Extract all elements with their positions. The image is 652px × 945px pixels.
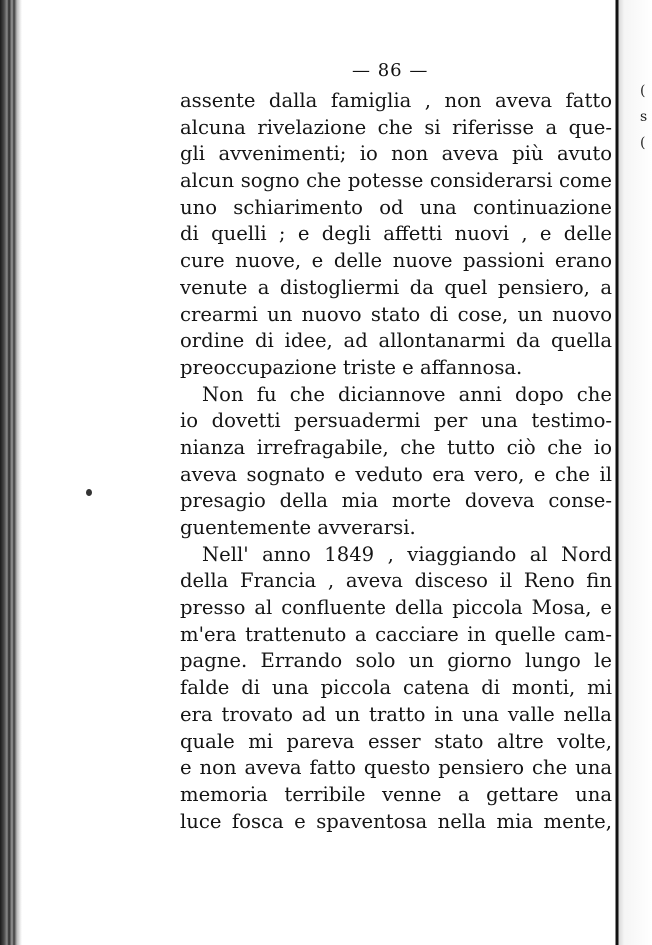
ink-spot (86, 489, 92, 496)
text-line: Non fu che diciannove anni dopo che (202, 382, 612, 406)
text-line: memoria terribile venne a gettare una (180, 782, 612, 806)
text-line: alcun sogno che potesse considerarsi come (180, 169, 612, 193)
text-line: preoccupazione triste e affannosa. (180, 355, 523, 379)
page-number: — 86 — (352, 60, 429, 81)
text-line: gli avvenimenti; io non aveva più avuto (180, 142, 612, 166)
text-line: e non aveva fatto questo pensiero che una (180, 756, 612, 780)
text-line: di quelli ; e degli affetti nuovi , e delle (180, 222, 612, 246)
edge-glyph: s (640, 109, 648, 125)
edge-glyph: ( (640, 83, 646, 99)
text-line: uno schiarimento od una continuazione (180, 195, 612, 219)
text-line: venute a distogliermi da quel pensiero, a (180, 275, 612, 299)
edge-glyph: ( (640, 135, 646, 151)
text-line: guentemente avverarsi. (180, 516, 416, 539)
text-line: crearmi un nuovo stato di cose, un nuovo (180, 302, 612, 326)
text-line: quale mi pareva esser stato altre volte, (180, 729, 612, 753)
text-line: nianza irrefragabile, che tutto ciò che io (180, 435, 612, 459)
text-line: falde di una piccola catena di monti, mi (180, 676, 612, 700)
text-line: cure nuove, e delle nuove passioni erano (180, 249, 612, 273)
text-line: pagne. Errando solo un giorno lungo le (180, 649, 612, 673)
body-text (180, 88, 612, 835)
text-line: presagio della mia morte doveva conse- (180, 489, 612, 513)
text-line: io dovetti persuadermi per una testimo- (180, 409, 612, 433)
text-line: m'era trattenuto a cacciare in quelle cam- (180, 622, 612, 646)
text-line: era trovato ad un tratto in una valle nella (180, 702, 612, 726)
text-line: Nell' anno 1849 , viaggiando al Nord (202, 542, 612, 566)
text-line: aveva sognato e veduto era vero, e che il (180, 462, 612, 486)
text-line: presso al confluente della piccola Mosa, e (180, 596, 612, 620)
adjacent-page-glyphs (640, 78, 652, 156)
text-line: ordine di idee, ad allontanarmi da quella (180, 329, 612, 353)
text-line: luce fosca e spaventosa nella mia mente, (180, 809, 612, 833)
text-line: della Francia , aveva disceso il Reno fin (180, 569, 612, 593)
text-line: assente dalla famiglia , non aveva fatto (180, 89, 612, 112)
text-line: alcuna rivelazione che si riferisse a que- (180, 115, 612, 139)
book-binding-edge (0, 0, 22, 945)
